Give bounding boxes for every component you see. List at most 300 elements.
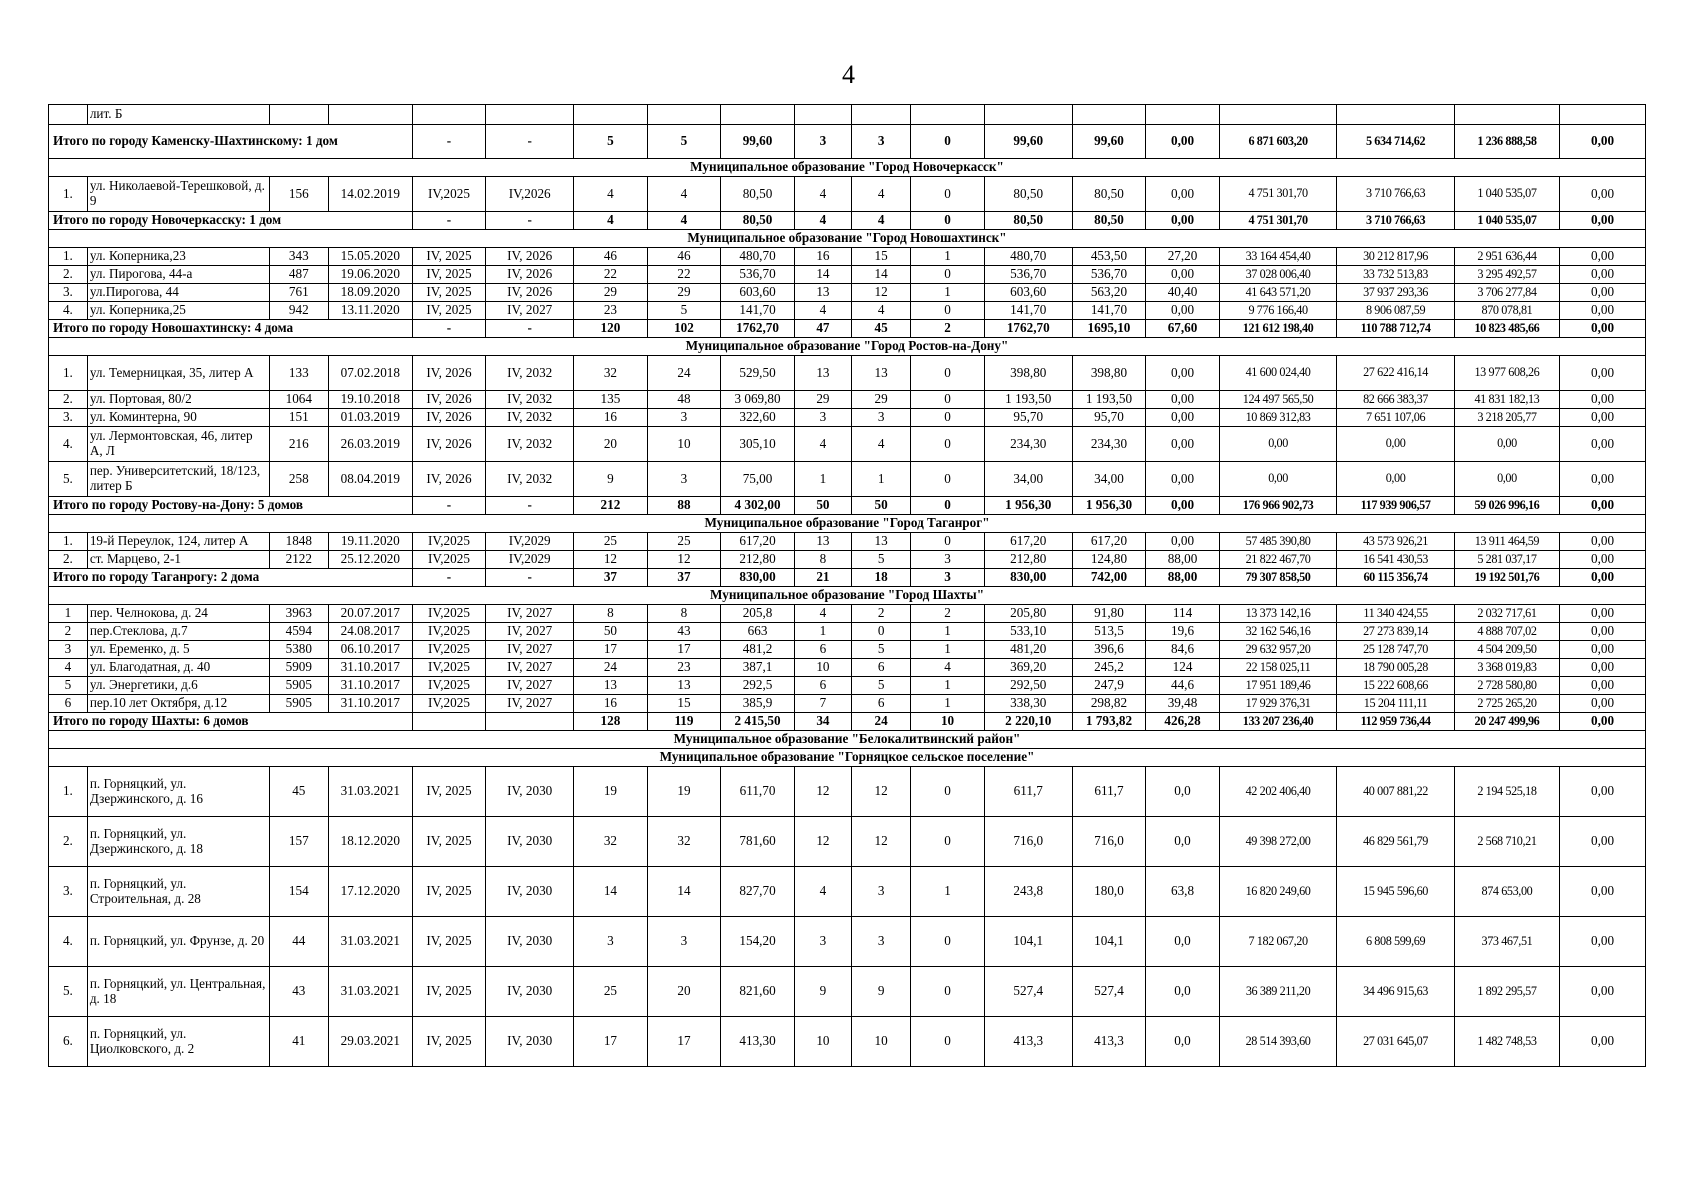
end-cell: IV, 2030 bbox=[486, 867, 574, 917]
date-cell: 26.03.2019 bbox=[328, 427, 412, 462]
row-number-cell: 1. bbox=[49, 767, 88, 817]
start-cell: IV,2025 bbox=[412, 177, 486, 212]
table-row bbox=[49, 551, 1646, 569]
table-row bbox=[49, 284, 1646, 302]
end-cell: IV, 2027 bbox=[486, 641, 574, 659]
relocated-cell: 5 bbox=[647, 302, 721, 320]
rooms-left-cell: 0 bbox=[911, 302, 985, 320]
date-cell: 17.12.2020 bbox=[328, 867, 412, 917]
rooms-done-cell: 18 bbox=[852, 569, 911, 587]
area-left-cell: 88,00 bbox=[1146, 551, 1220, 569]
start-cell: IV, 2025 bbox=[412, 817, 486, 867]
area-done-cell: 536,70 bbox=[1072, 266, 1146, 284]
area-done-cell: 104,1 bbox=[1072, 917, 1146, 967]
total-cost-cell: 36 389 211,20 bbox=[1219, 967, 1337, 1017]
area-settle-cell: 603,60 bbox=[984, 284, 1072, 302]
area-done-cell: 1 956,30 bbox=[1072, 497, 1146, 515]
rooms-cell: 4 bbox=[794, 427, 851, 462]
total-cost-cell: 32 162 546,16 bbox=[1219, 623, 1337, 641]
area-cell: 387,1 bbox=[721, 659, 795, 677]
end-cell: IV, 2027 bbox=[486, 695, 574, 713]
area-settle-cell: 527,4 bbox=[984, 967, 1072, 1017]
residents-cell: 22 bbox=[574, 266, 648, 284]
end-cell: IV, 2030 bbox=[486, 917, 574, 967]
total-cost-cell: 13 373 142,16 bbox=[1219, 605, 1337, 623]
table-row bbox=[49, 967, 1646, 1017]
rooms-left-cell: 2 bbox=[911, 605, 985, 623]
row-number-cell: 2. bbox=[49, 817, 88, 867]
area-settle-cell: 80,50 bbox=[984, 177, 1072, 212]
end-cell: IV, 2030 bbox=[486, 767, 574, 817]
date-cell: 18.09.2020 bbox=[328, 284, 412, 302]
area-cell: 154,20 bbox=[721, 917, 795, 967]
end-cell: IV, 2032 bbox=[486, 409, 574, 427]
table-row bbox=[49, 695, 1646, 713]
rooms-cell: 47 bbox=[794, 320, 851, 338]
rooms-cell: 13 bbox=[794, 356, 851, 391]
date-cell: 08.04.2019 bbox=[328, 462, 412, 497]
area-settle-cell: 413,3 bbox=[984, 1017, 1072, 1067]
rooms-done-cell: 29 bbox=[852, 391, 911, 409]
area-settle-cell: 34,00 bbox=[984, 462, 1072, 497]
end-cell: IV, 2032 bbox=[486, 427, 574, 462]
section-title: Муниципальное образование "Город Новочеркасск" bbox=[49, 159, 1646, 177]
row-number-cell: 1. bbox=[49, 356, 88, 391]
section-header bbox=[49, 587, 1646, 605]
region-cost-cell: 874 653,00 bbox=[1454, 867, 1559, 917]
end-cell: IV, 2030 bbox=[486, 817, 574, 867]
local-cost-cell: 0,00 bbox=[1560, 623, 1646, 641]
area-done-cell: 91,80 bbox=[1072, 605, 1146, 623]
end-cell: - bbox=[486, 125, 574, 159]
rooms-cell: 14 bbox=[794, 266, 851, 284]
fund-cost-cell: 46 829 561,79 bbox=[1337, 817, 1455, 867]
area-done-cell: 95,70 bbox=[1072, 409, 1146, 427]
relocated-cell: 3 bbox=[647, 462, 721, 497]
area-cell: 322,60 bbox=[721, 409, 795, 427]
area-left-cell: 19,6 bbox=[1146, 623, 1220, 641]
area-cell: 611,70 bbox=[721, 767, 795, 817]
fund-cost-cell: 5 634 714,62 bbox=[1337, 125, 1455, 159]
row-number-cell: 5. bbox=[49, 462, 88, 497]
end-cell: - bbox=[486, 497, 574, 515]
total-cost-cell: 79 307 858,50 bbox=[1219, 569, 1337, 587]
area-left-cell: 0,00 bbox=[1146, 427, 1220, 462]
rooms-cell: 9 bbox=[794, 967, 851, 1017]
relocated-cell: 119 bbox=[647, 713, 721, 731]
flats-cell: 4594 bbox=[269, 623, 328, 641]
local-cost-cell: 0,00 bbox=[1560, 320, 1646, 338]
start-cell: IV, 2025 bbox=[412, 1017, 486, 1067]
local-cost-cell: 0,00 bbox=[1560, 497, 1646, 515]
row-number-cell: 4. bbox=[49, 427, 88, 462]
rooms-done-cell: 13 bbox=[852, 533, 911, 551]
total-row bbox=[49, 320, 1646, 338]
table-row bbox=[49, 177, 1646, 212]
area-done-cell: 398,80 bbox=[1072, 356, 1146, 391]
start-cell: IV, 2025 bbox=[412, 284, 486, 302]
region-cost-cell: 13 911 464,59 bbox=[1454, 533, 1559, 551]
section-header bbox=[49, 159, 1646, 177]
total-cost-cell: 133 207 236,40 bbox=[1219, 713, 1337, 731]
area-done-cell: 247,9 bbox=[1072, 677, 1146, 695]
flats-cell: 5380 bbox=[269, 641, 328, 659]
area-left-cell: 67,60 bbox=[1146, 320, 1220, 338]
rooms-cell: 12 bbox=[794, 767, 851, 817]
flats-cell: 5909 bbox=[269, 659, 328, 677]
rooms-cell: 13 bbox=[794, 284, 851, 302]
fund-cost-cell: 34 496 915,63 bbox=[1337, 967, 1455, 1017]
rooms-done-cell: 1 bbox=[852, 462, 911, 497]
table-row bbox=[49, 409, 1646, 427]
relocated-cell: 19 bbox=[647, 767, 721, 817]
fund-cost-cell: 43 573 926,21 bbox=[1337, 533, 1455, 551]
fund-cost-cell: 8 906 087,59 bbox=[1337, 302, 1455, 320]
rooms-done-cell: 15 bbox=[852, 248, 911, 266]
address-cell: пер. Университетский, 18/123, литер Б bbox=[87, 462, 269, 497]
end-cell: IV, 2027 bbox=[486, 623, 574, 641]
fund-cost-cell: 6 808 599,69 bbox=[1337, 917, 1455, 967]
area-left-cell: 0,00 bbox=[1146, 391, 1220, 409]
relocated-cell: 8 bbox=[647, 605, 721, 623]
area-done-cell: 396,6 bbox=[1072, 641, 1146, 659]
rooms-cell: 7 bbox=[794, 695, 851, 713]
total-cost-cell: 17 951 189,46 bbox=[1219, 677, 1337, 695]
table-row bbox=[49, 533, 1646, 551]
start-cell: - bbox=[412, 569, 486, 587]
area-settle-cell: 292,50 bbox=[984, 677, 1072, 695]
fund-cost-cell: 0,00 bbox=[1337, 462, 1455, 497]
start-cell: IV,2025 bbox=[412, 659, 486, 677]
local-cost-cell: 0,00 bbox=[1560, 551, 1646, 569]
residents-cell: 16 bbox=[574, 695, 648, 713]
rooms-done-cell: 10 bbox=[852, 1017, 911, 1067]
local-cost-cell: 0,00 bbox=[1560, 266, 1646, 284]
flats-cell: 156 bbox=[269, 177, 328, 212]
region-cost-cell: 20 247 499,96 bbox=[1454, 713, 1559, 731]
rooms-done-cell: 24 bbox=[852, 713, 911, 731]
date-cell: 14.02.2019 bbox=[328, 177, 412, 212]
region-cost-cell: 2 728 580,80 bbox=[1454, 677, 1559, 695]
rooms-left-cell: 0 bbox=[911, 409, 985, 427]
region-cost-cell: 10 823 485,66 bbox=[1454, 320, 1559, 338]
flats-cell: 487 bbox=[269, 266, 328, 284]
address-cell: пер. Челнокова, д. 24 bbox=[87, 605, 269, 623]
address-cell: п. Горняцкий, ул. Дзержинского, д. 18 bbox=[87, 817, 269, 867]
flats-cell: 942 bbox=[269, 302, 328, 320]
fund-cost-cell: 7 651 107,06 bbox=[1337, 409, 1455, 427]
address-cell: пер.Стеклова, д.7 bbox=[87, 623, 269, 641]
total-cost-cell: 6 871 603,20 bbox=[1219, 125, 1337, 159]
fund-cost-cell: 60 115 356,74 bbox=[1337, 569, 1455, 587]
rooms-cell: 4 bbox=[794, 177, 851, 212]
rooms-cell: 10 bbox=[794, 1017, 851, 1067]
fund-cost-cell: 40 007 881,22 bbox=[1337, 767, 1455, 817]
address-cell: п. Горняцкий, ул. Строительная, д. 28 bbox=[87, 867, 269, 917]
relocated-cell: 46 bbox=[647, 248, 721, 266]
region-cost-cell: 19 192 501,76 bbox=[1454, 569, 1559, 587]
area-done-cell: 80,50 bbox=[1072, 177, 1146, 212]
start-cell: IV, 2025 bbox=[412, 967, 486, 1017]
residents-cell: 29 bbox=[574, 284, 648, 302]
rooms-left-cell: 0 bbox=[911, 1017, 985, 1067]
region-cost-cell: 1 892 295,57 bbox=[1454, 967, 1559, 1017]
region-cost-cell: 3 368 019,83 bbox=[1454, 659, 1559, 677]
area-done-cell: 99,60 bbox=[1072, 125, 1146, 159]
end-cell: IV, 2027 bbox=[486, 605, 574, 623]
start-cell: IV, 2025 bbox=[412, 767, 486, 817]
rooms-left-cell: 1 bbox=[911, 623, 985, 641]
rooms-left-cell: 10 bbox=[911, 713, 985, 731]
date-cell: 19.11.2020 bbox=[328, 533, 412, 551]
rooms-done-cell: 6 bbox=[852, 659, 911, 677]
section-header bbox=[49, 731, 1646, 749]
region-cost-cell: 3 706 277,84 bbox=[1454, 284, 1559, 302]
area-settle-cell: 398,80 bbox=[984, 356, 1072, 391]
total-cost-cell: 29 632 957,20 bbox=[1219, 641, 1337, 659]
date-cell: 31.10.2017 bbox=[328, 659, 412, 677]
fund-cost-cell: 15 222 608,66 bbox=[1337, 677, 1455, 695]
area-left-cell: 0,00 bbox=[1146, 266, 1220, 284]
residents-cell: 23 bbox=[574, 302, 648, 320]
residents-cell: 5 bbox=[574, 125, 648, 159]
area-done-cell: 245,2 bbox=[1072, 659, 1146, 677]
rooms-left-cell: 1 bbox=[911, 677, 985, 695]
rooms-cell: 4 bbox=[794, 867, 851, 917]
date-cell: 31.10.2017 bbox=[328, 677, 412, 695]
address-cell: ул.Пирогова, 44 bbox=[87, 284, 269, 302]
end-cell: - bbox=[486, 569, 574, 587]
row-number-cell: 6. bbox=[49, 1017, 88, 1067]
residents-cell: 3 bbox=[574, 917, 648, 967]
subsection-header bbox=[49, 749, 1646, 767]
region-cost-cell: 1 040 535,07 bbox=[1454, 212, 1559, 230]
total-label: Итого по городу Таганрогу: 2 дома bbox=[49, 569, 413, 587]
date-cell: 07.02.2018 bbox=[328, 356, 412, 391]
address-cell: лит. Б bbox=[87, 105, 269, 125]
local-cost-cell: 0,00 bbox=[1560, 817, 1646, 867]
date-cell: 19.10.2018 bbox=[328, 391, 412, 409]
fund-cost-cell: 110 788 712,74 bbox=[1337, 320, 1455, 338]
area-left-cell: 0,0 bbox=[1146, 917, 1220, 967]
region-cost-cell: 1 236 888,58 bbox=[1454, 125, 1559, 159]
table-row bbox=[49, 266, 1646, 284]
section-header bbox=[49, 515, 1646, 533]
flats-cell: 761 bbox=[269, 284, 328, 302]
start-cell: - bbox=[412, 125, 486, 159]
relocated-cell: 102 bbox=[647, 320, 721, 338]
rooms-done-cell: 3 bbox=[852, 409, 911, 427]
rooms-done-cell: 12 bbox=[852, 284, 911, 302]
rooms-done-cell: 3 bbox=[852, 125, 911, 159]
relocated-cell: 25 bbox=[647, 533, 721, 551]
start-cell: IV, 2026 bbox=[412, 391, 486, 409]
end-cell: IV, 2032 bbox=[486, 391, 574, 409]
region-cost-cell: 0,00 bbox=[1454, 462, 1559, 497]
residents-cell: 37 bbox=[574, 569, 648, 587]
section-header bbox=[49, 338, 1646, 356]
relocated-cell: 17 bbox=[647, 641, 721, 659]
relocated-cell: 48 bbox=[647, 391, 721, 409]
rooms-left-cell: 0 bbox=[911, 917, 985, 967]
fund-cost-cell: 18 790 005,28 bbox=[1337, 659, 1455, 677]
region-cost-cell: 1 040 535,07 bbox=[1454, 177, 1559, 212]
table-row bbox=[49, 248, 1646, 266]
address-cell: ул. Коперника,25 bbox=[87, 302, 269, 320]
area-settle-cell: 716,0 bbox=[984, 817, 1072, 867]
area-settle-cell: 80,50 bbox=[984, 212, 1072, 230]
area-left-cell: 0,00 bbox=[1146, 302, 1220, 320]
area-settle-cell: 243,8 bbox=[984, 867, 1072, 917]
end-cell: IV, 2030 bbox=[486, 967, 574, 1017]
start-cell: - bbox=[412, 212, 486, 230]
area-left-cell: 27,20 bbox=[1146, 248, 1220, 266]
start-cell: IV,2025 bbox=[412, 641, 486, 659]
rooms-cell: 29 bbox=[794, 391, 851, 409]
rooms-done-cell: 2 bbox=[852, 605, 911, 623]
area-left-cell: 0,00 bbox=[1146, 462, 1220, 497]
area-left-cell: 88,00 bbox=[1146, 569, 1220, 587]
area-done-cell: 611,7 bbox=[1072, 767, 1146, 817]
flats-cell: 44 bbox=[269, 917, 328, 967]
table-row bbox=[49, 605, 1646, 623]
flats-cell: 2122 bbox=[269, 551, 328, 569]
date-cell: 01.03.2019 bbox=[328, 409, 412, 427]
rooms-left-cell: 0 bbox=[911, 497, 985, 515]
area-cell: 212,80 bbox=[721, 551, 795, 569]
end-cell: IV, 2027 bbox=[486, 677, 574, 695]
area-settle-cell: 338,30 bbox=[984, 695, 1072, 713]
fund-cost-cell: 27 273 839,14 bbox=[1337, 623, 1455, 641]
rooms-cell: 4 bbox=[794, 212, 851, 230]
rooms-cell: 3 bbox=[794, 917, 851, 967]
flats-cell: 3963 bbox=[269, 605, 328, 623]
local-cost-cell: 0,00 bbox=[1560, 569, 1646, 587]
area-left-cell: 40,40 bbox=[1146, 284, 1220, 302]
rooms-cell: 4 bbox=[794, 605, 851, 623]
total-cost-cell: 4 751 301,70 bbox=[1219, 177, 1337, 212]
total-cost-cell: 37 028 006,40 bbox=[1219, 266, 1337, 284]
table-row bbox=[49, 767, 1646, 817]
address-cell: п. Горняцкий, ул. Центральная, д. 18 bbox=[87, 967, 269, 1017]
relocated-cell: 20 bbox=[647, 967, 721, 1017]
address-cell: ул. Энергетики, д.6 bbox=[87, 677, 269, 695]
area-settle-cell: 205,80 bbox=[984, 605, 1072, 623]
table-row bbox=[49, 677, 1646, 695]
region-cost-cell: 2 032 717,61 bbox=[1454, 605, 1559, 623]
area-cell: 830,00 bbox=[721, 569, 795, 587]
table-row bbox=[49, 917, 1646, 967]
relocated-cell: 17 bbox=[647, 1017, 721, 1067]
start-cell: IV, 2026 bbox=[412, 356, 486, 391]
region-cost-cell: 870 078,81 bbox=[1454, 302, 1559, 320]
area-cell: 80,50 bbox=[721, 212, 795, 230]
total-label: Итого по городу Каменску-Шахтинскому: 1 дом bbox=[49, 125, 413, 159]
table-row bbox=[49, 659, 1646, 677]
area-done-cell: 527,4 bbox=[1072, 967, 1146, 1017]
relocated-cell: 24 bbox=[647, 356, 721, 391]
local-cost-cell: 0,00 bbox=[1560, 967, 1646, 1017]
area-cell: 617,20 bbox=[721, 533, 795, 551]
rooms-left-cell: 0 bbox=[911, 817, 985, 867]
row-number-cell: 1. bbox=[49, 248, 88, 266]
local-cost-cell: 0,00 bbox=[1560, 767, 1646, 817]
rooms-done-cell: 4 bbox=[852, 302, 911, 320]
row-number-cell: 3. bbox=[49, 284, 88, 302]
flats-cell: 1848 bbox=[269, 533, 328, 551]
start-cell: IV, 2025 bbox=[412, 917, 486, 967]
table-row bbox=[49, 391, 1646, 409]
fund-cost-cell: 0,00 bbox=[1337, 427, 1455, 462]
start-cell: IV,2025 bbox=[412, 551, 486, 569]
rooms-cell: 10 bbox=[794, 659, 851, 677]
start-cell: IV, 2026 bbox=[412, 427, 486, 462]
rooms-cell: 3 bbox=[794, 125, 851, 159]
area-left-cell: 0,00 bbox=[1146, 497, 1220, 515]
local-cost-cell: 0,00 bbox=[1560, 533, 1646, 551]
total-label: Итого по городу Ростову-на-Дону: 5 домов bbox=[49, 497, 413, 515]
area-done-cell: 716,0 bbox=[1072, 817, 1146, 867]
area-cell: 3 069,80 bbox=[721, 391, 795, 409]
area-cell: 99,60 bbox=[721, 125, 795, 159]
flats-cell: 5905 bbox=[269, 695, 328, 713]
area-cell: 781,60 bbox=[721, 817, 795, 867]
residents-cell: 14 bbox=[574, 867, 648, 917]
residents-cell: 32 bbox=[574, 356, 648, 391]
fund-cost-cell: 25 128 747,70 bbox=[1337, 641, 1455, 659]
total-cost-cell: 22 158 025,11 bbox=[1219, 659, 1337, 677]
area-done-cell: 1 793,82 bbox=[1072, 713, 1146, 731]
flats-cell: 154 bbox=[269, 867, 328, 917]
rooms-cell: 8 bbox=[794, 551, 851, 569]
rooms-cell: 13 bbox=[794, 533, 851, 551]
total-row bbox=[49, 497, 1646, 515]
area-settle-cell: 617,20 bbox=[984, 533, 1072, 551]
fund-cost-cell: 30 212 817,96 bbox=[1337, 248, 1455, 266]
rooms-left-cell: 3 bbox=[911, 551, 985, 569]
rooms-done-cell: 3 bbox=[852, 917, 911, 967]
address-cell: пер.10 лет Октября, д.12 bbox=[87, 695, 269, 713]
residents-cell: 17 bbox=[574, 641, 648, 659]
row-number-cell: 3. bbox=[49, 867, 88, 917]
region-cost-cell: 1 482 748,53 bbox=[1454, 1017, 1559, 1067]
residents-cell: 20 bbox=[574, 427, 648, 462]
region-cost-cell: 59 026 996,16 bbox=[1454, 497, 1559, 515]
start-cell: IV, 2025 bbox=[412, 248, 486, 266]
start-cell: - bbox=[412, 497, 486, 515]
table-row-continuation bbox=[49, 105, 1646, 125]
total-row bbox=[49, 713, 1646, 731]
table-body bbox=[49, 105, 1646, 1067]
rooms-done-cell: 4 bbox=[852, 427, 911, 462]
residents-cell: 128 bbox=[574, 713, 648, 731]
date-cell: 13.11.2020 bbox=[328, 302, 412, 320]
area-settle-cell: 2 220,10 bbox=[984, 713, 1072, 731]
local-cost-cell: 0,00 bbox=[1560, 641, 1646, 659]
area-left-cell: 0,00 bbox=[1146, 356, 1220, 391]
area-done-cell: 617,20 bbox=[1072, 533, 1146, 551]
residents-cell: 13 bbox=[574, 677, 648, 695]
end-cell: IV,2026 bbox=[486, 177, 574, 212]
rooms-left-cell: 0 bbox=[911, 462, 985, 497]
fund-cost-cell: 27 622 416,14 bbox=[1337, 356, 1455, 391]
local-cost-cell: 0,00 bbox=[1560, 284, 1646, 302]
relocated-cell: 13 bbox=[647, 677, 721, 695]
area-settle-cell: 1762,70 bbox=[984, 320, 1072, 338]
total-row bbox=[49, 212, 1646, 230]
section-header bbox=[49, 230, 1646, 248]
rooms-left-cell: 3 bbox=[911, 569, 985, 587]
